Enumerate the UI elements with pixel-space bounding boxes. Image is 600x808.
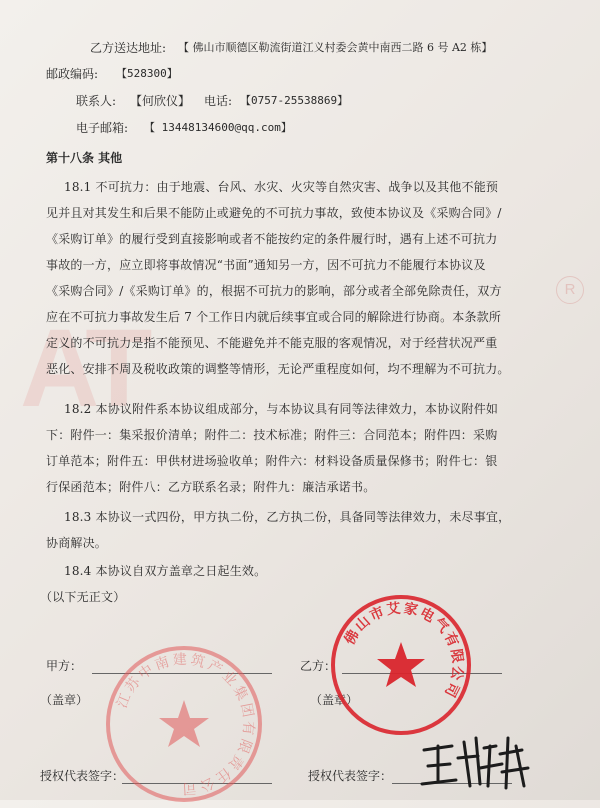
phone-value: 【0757-25538869】 xyxy=(240,94,349,107)
watermark: AT xyxy=(20,307,147,430)
postal-value: 【528300】 xyxy=(116,67,178,80)
para-line: 恶化、安排不周及税收政策的调整等情形，无论严重程度如何，均不理解为不可抗力。 xyxy=(46,362,510,376)
para-line: 18.2 本协议附件系本协议组成部分，与本协议具有同等法律效力，本协议附件如 xyxy=(64,402,499,416)
email-value: 【 13448134600@qq.com】 xyxy=(144,121,292,134)
seal-b-label: （盖章） xyxy=(310,693,359,707)
seal-a-label: （盖章） xyxy=(40,693,89,707)
para-line: 见并且对其发生和后果不能防止或避免的不可抗力事故，致使本协议及《采购合同》/ xyxy=(46,206,502,220)
party-a-label: 甲方： xyxy=(46,659,83,673)
auth-a-label: 授权代表签字： xyxy=(40,769,125,783)
postal-label: 邮政编码: xyxy=(46,67,99,81)
article-title: 第十八条 其他 xyxy=(46,151,123,165)
para-line: 应在不可抗力事故发生后 7 个工作日内就后续事宜或合同的解除进行协商。本条款所 xyxy=(46,310,502,324)
para-line: 18.3 本协议一式四份，甲方执二份，乙方执二份，具备同等法律效力，未尽事宜， xyxy=(64,510,511,524)
end-note: （以下无正文） xyxy=(40,590,126,604)
address-value: 【 佛山市顺德区勒流街道江义村委会黄中南西二路 6 号 A2 栋】 xyxy=(178,41,493,54)
party-a-seal xyxy=(100,640,268,808)
auth-b-label: 授权代表签字： xyxy=(308,769,393,783)
para-line: 定义的不可抗力是指不能预见、不能避免并不能克服的客观情况，对于经营状况严重 xyxy=(46,336,498,350)
handwritten-signature xyxy=(418,728,538,794)
phone-label: 电话: xyxy=(204,94,233,108)
para-line: 18.1 不可抗力：由于地震、台风、水灾、火灾等自然灾害、战争以及其他不能预 xyxy=(64,180,499,194)
para-line: 下：附件一：集采报价清单；附件二：技术标准；附件三：合同范本；附件四：采购 xyxy=(46,428,498,442)
para-line: 事故的一方，应立即将事故情况“书面”通知另一方，因不可抗力不能履行本协议及 xyxy=(46,258,486,272)
contact-label: 联系人: xyxy=(76,94,117,108)
party-b-seal xyxy=(326,590,476,740)
para-line: 《采购订单》的履行受到直接影响或者不能按约定的条件履行时，遇有上述不可抗力 xyxy=(46,232,498,246)
address-label: 乙方送达地址: xyxy=(90,41,167,55)
contact-value: 【何欣仪】 xyxy=(130,94,191,108)
para-line: 《采购合同》/《采购订单》的，根据不可抗力的影响，部分或者全部免除责任，双方 xyxy=(46,284,502,298)
email-label: 电子邮箱: xyxy=(76,121,129,135)
para-line: 18.4 本协议自双方盖章之日起生效。 xyxy=(64,564,267,578)
star-icon xyxy=(377,642,425,687)
party-b-seal-text: 佛山市艾家电气有限公司 xyxy=(341,600,466,702)
star-icon xyxy=(159,700,209,747)
para-line: 行保函范本；附件八：乙方联系名录；附件九：廉洁承诺书。 xyxy=(46,480,376,494)
watermark-registered-mark: R xyxy=(556,276,584,304)
party-b-label: 乙方： xyxy=(300,659,337,673)
party-a-seal-text: 江苏中南建筑产业集团有限责任公司 xyxy=(114,651,257,797)
para-line: 协商解决。 xyxy=(46,536,108,550)
para-line: 订单范本；附件五：甲供材进场验收单；附件六：材料设备质量保修书；附件七：银 xyxy=(46,454,498,468)
